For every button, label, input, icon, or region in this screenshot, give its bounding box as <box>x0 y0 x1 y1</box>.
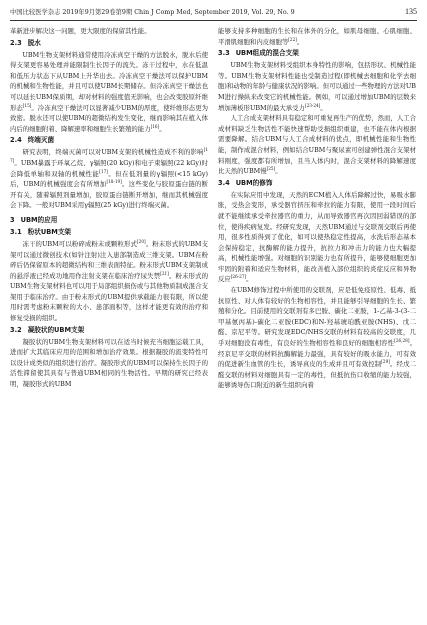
paragraph: 在实际应用中发现，天然的ECM植入人体后降解过快，易吸水膨胀，受热会变形，承受器官挤压和牵拉的能力有限，使用一段时间后就不能继续承受牵拉器官的重力，从而导致器官再次因回弱错误的部位，使得疾病复发。经研究发现，天然UBM通过与交联剂交联后再使用，很多性质得到了优化，如可以使热稳定性提高，水洗后形态基本会保持稳定，抗酶解的能力提升，抗拉力和冲击力的能力也大幅提高，机械性能增强。对细胞的识别能力也有所提升，能够使细胞更加牢固的附着和适应生物材料，能改善植入部位组织的炎症反应和异物反应[26-27]。 <box>218 190 416 284</box>
citation: [17] <box>10 147 208 163</box>
section-heading-3-3: 3.3 UBM组成的混合支架 <box>218 49 299 58</box>
section-heading-3-2: 3.2 凝胶状的UBM支架 <box>10 325 85 334</box>
journal-citation: 中国比较医学杂志 2019年9月第29卷第9期 Chin J Comp Med, September 2019, Vol. 29, No. 9 <box>10 9 295 16</box>
section-heading-3-4: 3.4 UBM的修饰 <box>218 178 273 187</box>
two-column-body <box>10 26 417 391</box>
citation: [18-19] <box>106 179 122 184</box>
section-heading-2-4: 2.4 终端灭菌 <box>10 136 55 145</box>
citation: [26,28] <box>394 337 410 343</box>
paragraph: 在UBM修饰过程中所使用的交联剂，应是低免疫原性、低毒、抵抗原性、对人体有较好的生物相容性，并且能够引导细胞的生长、繁殖和分化。目前使用的交联剂有多巴胺、碳化二亚胺，1-乙基-3-(3-二甲基氨丙基)-碳化二亚胺(EDC)和N-羟基琥珀酰亚胺(NHS)、戊二醛、京尼平等。研究发现EDC/NHS交联的材料有较高的交联度，几乎对细胞没有毒性，有良好的生物相容性和良好的细胞相容性[26,28]。经京尼平交联的材料抗酶解能力最强，具有较好的吸水能力，可有效的促进新生血管的生长，诱导真皮的生成并且可有效控制[29]。经戊二醛交联的材料对细胞具有一定的毒性，但抵抗伤口收缩的能力较强，能够诱导伤口附近的新生组织向着 <box>218 286 417 390</box>
citation: [23-24] <box>304 102 321 108</box>
citation: [16] <box>150 123 160 129</box>
left-column <box>10 26 208 391</box>
paragraph: 能够支持多种细胞的生长和在体外的分化，如肌母细胞、心肌细胞、平滑肌细胞和内皮细胞等[22]。 <box>218 27 416 46</box>
citation: [21] <box>160 270 169 276</box>
running-header <box>10 8 417 21</box>
citation: [20] <box>137 238 146 244</box>
paragraph: 凝胶状的UBM生物支架材料可以在适当时候充当细胞运载工具，进而扩大其临床应用的范围和增加治疗效果。根据凝胶的流变特性可以设计成类似的组织进行治疗。凝胶形式的UBM可以保持生长因子的活性滞留使其具有与普通UBM相同的生物活性。早期的研究已经表明，凝胶形式的UBM <box>10 337 208 389</box>
citation: [25] <box>266 166 276 171</box>
section-heading-2-3: 2.3 脱水 <box>10 38 41 47</box>
citation: [26-27] <box>230 274 247 280</box>
citation: [29] <box>381 359 390 365</box>
citation: [17] <box>99 168 108 174</box>
section-heading-3: 3 UBM的应用 <box>10 215 58 224</box>
section-heading-3-1: 3.1 粉状UBM支架 <box>10 227 72 236</box>
page-number: 135 <box>405 7 417 16</box>
paragraph: 冻干的UBM可以粉碎成粉末或颗粒形式[20]。粉末形式的UBM支架可以通过微创技术(如针注射)注入患部制造成三维支架。UBM在粉碎后仍保留原本的超微结构和三维表面特征。粉末形式UBM支架制成的悬浮液已经成功地用作注射支架在临床治疗尿失禁[21]。粉末形式的UBM生物支架材料也可以用于局部组织损伤或与其他物质制成混合支架用于临床治疗。由于粉末形式的UBM提供承载能力很有限，所以使用时需考虑粉末颗粒的大小、患部面积等，这样才能更有效的治疗和修复受损的组织。 <box>10 238 209 323</box>
citation: [22] <box>288 36 297 42</box>
right-column <box>218 26 416 391</box>
paragraph: 人工合成支架材料具有稳定和可重复再生产的优势，然而，人工合成材料缺乏生物活性不能快速帮助受损组织重建，也不能在体内根据需要降解。结合UBM与人工合成材料的优点，即机械性能和生物性能，制作成混合材料，例如结合UBM与聚尿素可创建弹性混合支架材料刚度，强度都有所增加，且当人体内时，混合支架材料的降解速度比天然的UBM慢[25]。 <box>218 114 416 176</box>
paragraph: 研究表明，终端灭菌可以对UBM支架的机械性造成不利的影响[17]。UBM暴露于环氧乙烷、γ辐照(20 kGy)和电子束辐照(22 kGy)时会降低单轴和双轴的机械性能[17]。但在低剂量的γ辐照(<15 kGy)后，UBM的机械强度会有所增加[18-19]。这些变化与胶原蛋白链的断开有关，随着辐照剂量增加，胶原蛋白链断开增加，继而其机械强度会下降。一般对UBM采用γ辐照(25 kGy)进行终端灭菌。 <box>10 147 209 210</box>
citation: [15] <box>22 102 32 108</box>
paragraph: 革新进步解决这一问题，更大限度的保留其性能。 <box>10 27 151 35</box>
paragraph: UBM生物支架材料受组织本身特性的影响，包括形状、机械性能等。UBM生物支架材料性能也受制造过程(即机械去细胞和化学去细胞)和动物的年龄与健康状况的影响。但可以通过一些物理的方法对UBM进行操纵来改变它的机械性能。例如，可以通过增加UBM的层数来增加薄板形UBM的最大承受力[23-24]。 <box>218 61 416 112</box>
paragraph: UBM生物支架材料通常使用冷冻真空干燥的方法脱水，脱水后使得支架更容易处理并能限制生长因子的流失。冻干过程中，水在低温和低压力状态下从UBM上升华出去。冷冻真空干燥法可以保护UBM的机械和生物性能，并且可以使UBM长期储存。但冷冻真空干燥法也可以延长UBM保质期，却对材料的强度值无影响，也会改变胶原纤维形态[15]。冷冻真空干燥法可以显著减少UBM的厚度，使纤维形态更为致密。脱水还可以使UBM的超微结构发生变化，继而影响其在植入体内后的细胞附着、降解速率和细胞生长繁殖的能力[16]。 <box>10 50 208 133</box>
